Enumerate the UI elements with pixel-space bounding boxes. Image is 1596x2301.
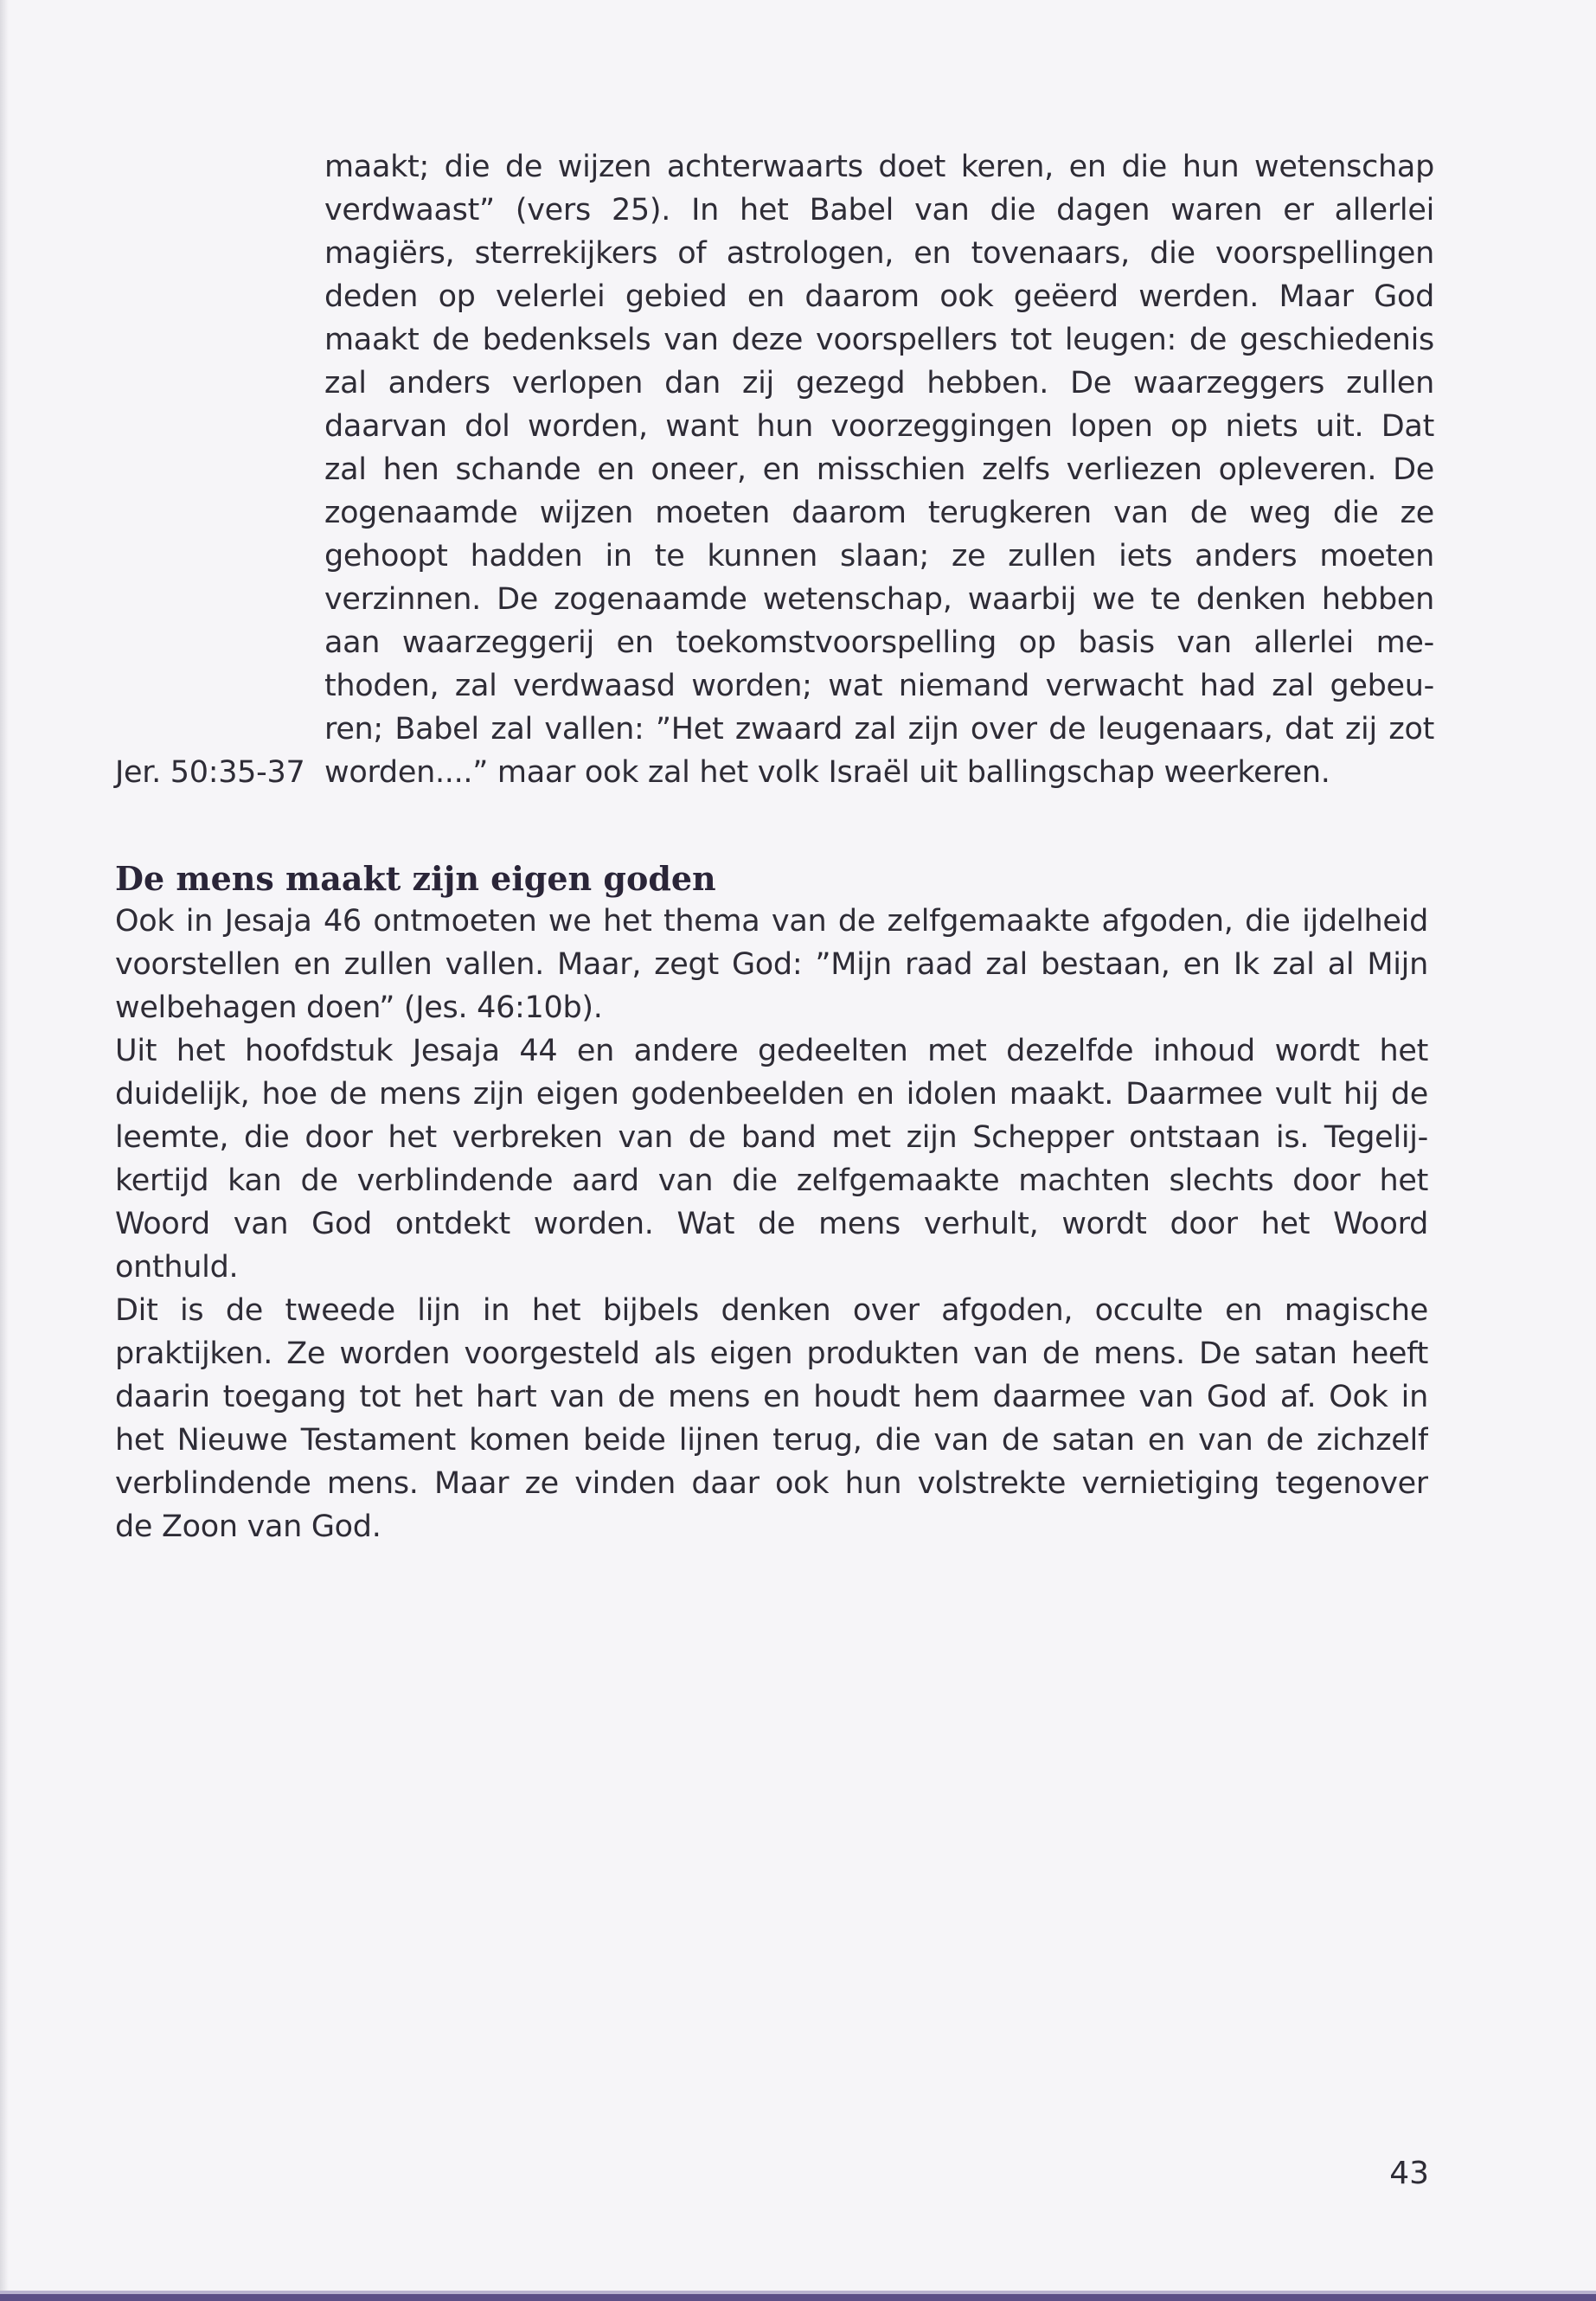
text-line: maakt; die de wijzen achterwaarts doet keren, en die hun wetenschap: [324, 150, 1434, 184]
text-line: de Zoon van God.: [115, 1509, 381, 1544]
text-line: daarin toegang tot het hart van de mens en houdt hem daarmee van God af. Ook in: [115, 1380, 1428, 1414]
text-line: verblindende mens. Maar ze vinden daar ook hun volstrekte vernietiging tegenover: [115, 1466, 1428, 1501]
text-line: gehoopt hadden in te kunnen slaan; ze zullen iets anders moeten: [324, 539, 1434, 574]
text-line: welbehagen doen” (Jes. 46:10b).: [115, 990, 603, 1025]
text-line: zal anders verlopen dan zij gezegd hebben. De waarzeggers zullen: [324, 366, 1434, 401]
page-edge-shadow: [0, 0, 9, 2301]
text-line: onthuld.: [115, 1250, 239, 1285]
text-line: zal hen schande en oneer, en misschien zelfs verliezen opleveren. De: [324, 452, 1434, 487]
text-line: magiërs, sterrekijkers of astrologen, en tovenaars, die voorspellingen: [324, 236, 1434, 271]
text-line: daarvan dol worden, want hun voorzeggingen lopen op niets uit. Dat: [324, 409, 1434, 444]
text-line: praktijken. Ze worden voorgesteld als eigen produkten van de mens. De satan heeft: [115, 1336, 1428, 1371]
text-line: Woord van God ontdekt worden. Wat de mens verhult, wordt door het Woord: [115, 1207, 1428, 1241]
text-line: Uit het hoofdstuk Jesaja 44 en andere gedeelten met dezelfde inhoud wordt het: [115, 1034, 1428, 1068]
text-line: Ook in Jesaja 46 ontmoeten we het thema van de zelfgemaakte afgoden, die ijdelheid: [115, 904, 1428, 939]
page-bottom-edge: [0, 2294, 1596, 2301]
text-line: verzinnen. De zogenaamde wetenschap, waarbij we te denken hebben: [324, 582, 1434, 617]
text-line: deden op velerlei gebied en daarom ook geëerd werden. Maar God: [324, 279, 1434, 314]
text-line: aan waarzeggerij en toekomstvoorspelling op basis van allerlei me-: [324, 625, 1434, 660]
text-line: verdwaast” (vers 25). In het Babel van die dagen waren er allerlei: [324, 193, 1434, 228]
margin-bible-reference: Jer. 50:35-37: [115, 755, 305, 790]
text-line: thoden, zal verdwaasd worden; wat niemand verwacht had zal gebeu-: [324, 669, 1434, 703]
text-line: ren; Babel zal vallen: ”Het zwaard zal zijn over de leugenaars, dat zij zot: [324, 712, 1434, 747]
text-line: maakt de bedenksels van deze voorspellers tot leugen: de geschiedenis: [324, 323, 1434, 357]
text-line: kertijd kan de verblindende aard van die zelfgemaakte machten slechts door het: [115, 1163, 1428, 1198]
text-line: Dit is de tweede lijn in het bijbels denken over afgoden, occulte en magische: [115, 1293, 1428, 1328]
text-line: leemte, die door het verbreken van de band met zijn Schepper ontstaan is. Tegelij-: [115, 1120, 1428, 1155]
text-line: duidelijk, hoe de mens zijn eigen godenbeelden en idolen maakt. Daarmee vult hij de: [115, 1077, 1428, 1112]
text-line: voorstellen en zullen vallen. Maar, zegt God: ”Mijn raad zal bestaan, en Ik zal al Mijn: [115, 947, 1428, 982]
text-line: het Nieuwe Testament komen beide lijnen terug, die van de satan en van de zichzelf: [115, 1423, 1428, 1458]
section-heading: De mens maakt zijn eigen goden: [115, 859, 716, 898]
text-line: worden....” maar ook zal het volk Israël uit ballingschap weerkeren.: [324, 755, 1330, 790]
text-line: zogenaamde wijzen moeten daarom terugkeren van de weg die ze: [324, 496, 1434, 530]
page-number: 43: [1389, 2156, 1429, 2191]
